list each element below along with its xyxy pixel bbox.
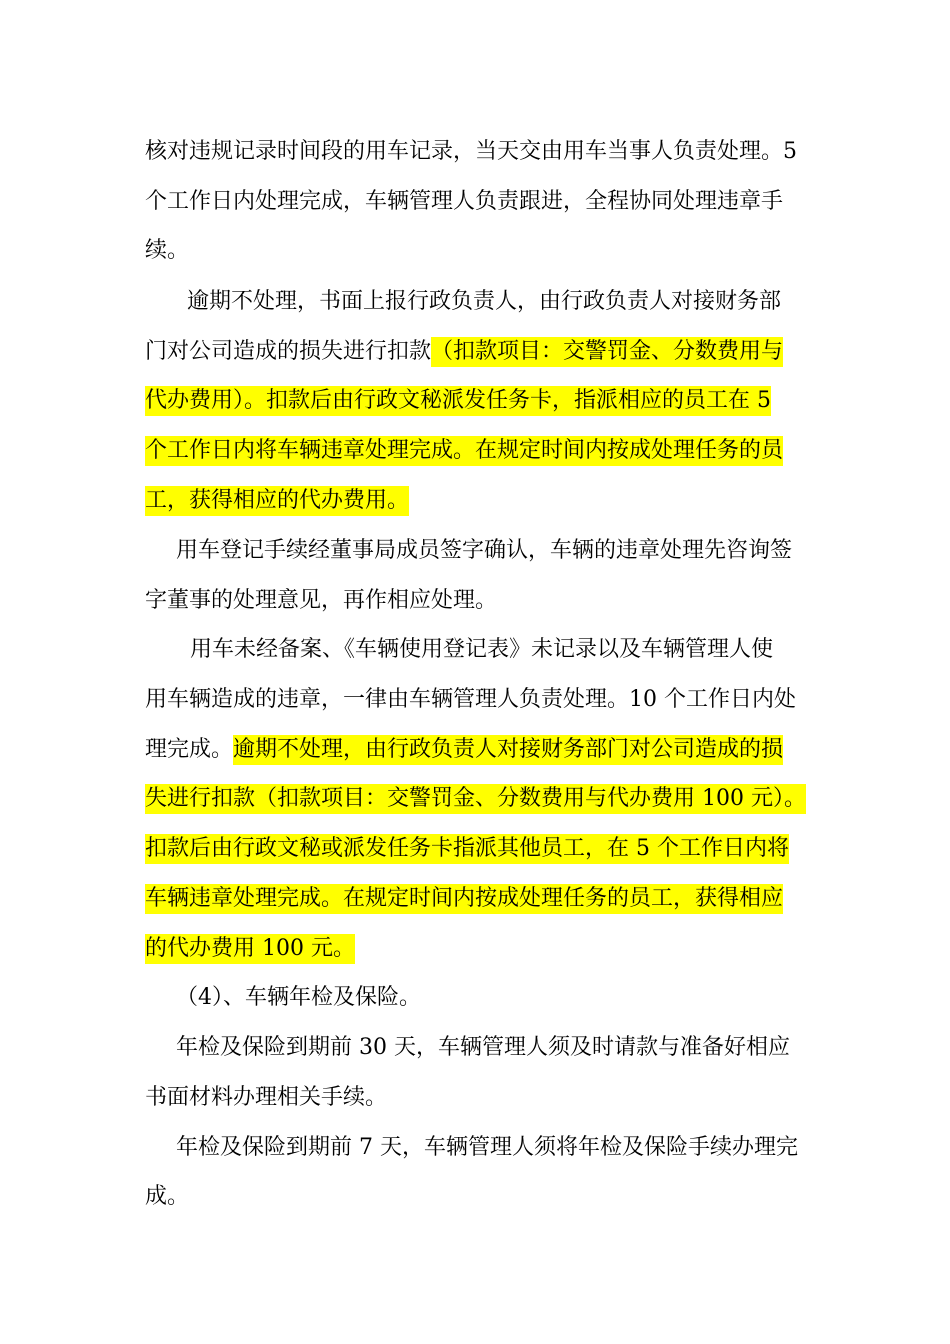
text-run: 门对公司造成的损失进行扣款 [145, 339, 432, 364]
text-line [145, 1182, 189, 1212]
text-run: 年检及保险到期前 7 天，车辆管理人须将年检及保险手续办理完 [176, 1135, 798, 1160]
section-heading [176, 983, 421, 1013]
text-run: 用车登记手续经董事局成员签字确认，车辆的违章处理先咨询签 [176, 538, 793, 563]
text-line [145, 884, 783, 914]
text-line [145, 436, 783, 466]
highlighted-text-run: 扣款后由行政文秘或派发任务卡指派其他员工，在 5 个工作日内将 [145, 834, 789, 864]
text-line [145, 1083, 387, 1113]
highlighted-text-run: 个工作日内将车辆违章处理完成。在规定时间内按成处理任务的员 [145, 436, 783, 466]
text-run: 续。 [145, 238, 190, 263]
text-line [145, 386, 771, 416]
text-line [145, 337, 783, 367]
text-line [145, 586, 497, 616]
text-run: （4）、车辆年检及保险。 [176, 985, 421, 1010]
text-line [145, 735, 783, 765]
text-line [145, 137, 797, 167]
text-line [145, 685, 796, 715]
text-line [145, 784, 806, 814]
highlighted-text-run: 失进行扣款（扣款项目：交警罚金、分数费用与代办费用 100 元）。 [145, 784, 806, 814]
text-run: 成。 [145, 1184, 190, 1209]
text-line [190, 635, 773, 665]
text-line [145, 486, 409, 516]
highlighted-text-run: 逾期不处理，由行政负责人对接财务部门对公司造成的损 [233, 735, 783, 765]
text-line [145, 187, 783, 217]
highlighted-text-run: （扣款项目：交警罚金、分数费用与 [431, 337, 783, 367]
text-run: 逾期不处理，书面上报行政负责人，由行政负责人对接财务部 [187, 289, 782, 314]
text-line [145, 236, 189, 266]
text-run: 用车辆造成的违章，一律由车辆管理人负责处理。10 个工作日内处 [145, 687, 796, 712]
text-line [145, 834, 789, 864]
text-line [187, 287, 781, 317]
text-run: 核对违规记录时间段的用车记录，当天交由用车当事人负责处理。5 [145, 139, 797, 164]
text-line [176, 536, 792, 566]
text-run: 字董事的处理意见，再作相应处理。 [145, 588, 498, 613]
text-run: 年检及保险到期前 30 天，车辆管理人须及时请款与准备好相应 [176, 1035, 790, 1060]
text-run: 书面材料办理相关手续。 [145, 1085, 388, 1110]
highlighted-text-run: 的代办费用 100 元。 [145, 934, 355, 964]
text-line [176, 1033, 790, 1063]
text-run: 理完成。 [145, 737, 234, 762]
text-line [145, 934, 355, 964]
text-run: 用车未经备案、《车辆使用登记表》未记录以及车辆管理人使 [190, 637, 774, 662]
text-run: 个工作日内处理完成，车辆管理人负责跟进，全程协同处理违章手 [145, 189, 784, 214]
highlighted-text-run: 代办费用）。扣款后由行政文秘派发任务卡，指派相应的员工在 5 [145, 386, 771, 416]
highlighted-text-run: 车辆违章处理完成。在规定时间内按成处理任务的员工，获得相应 [145, 884, 783, 914]
text-line [176, 1133, 798, 1163]
highlighted-text-run: 工，获得相应的代办费用。 [145, 486, 409, 516]
